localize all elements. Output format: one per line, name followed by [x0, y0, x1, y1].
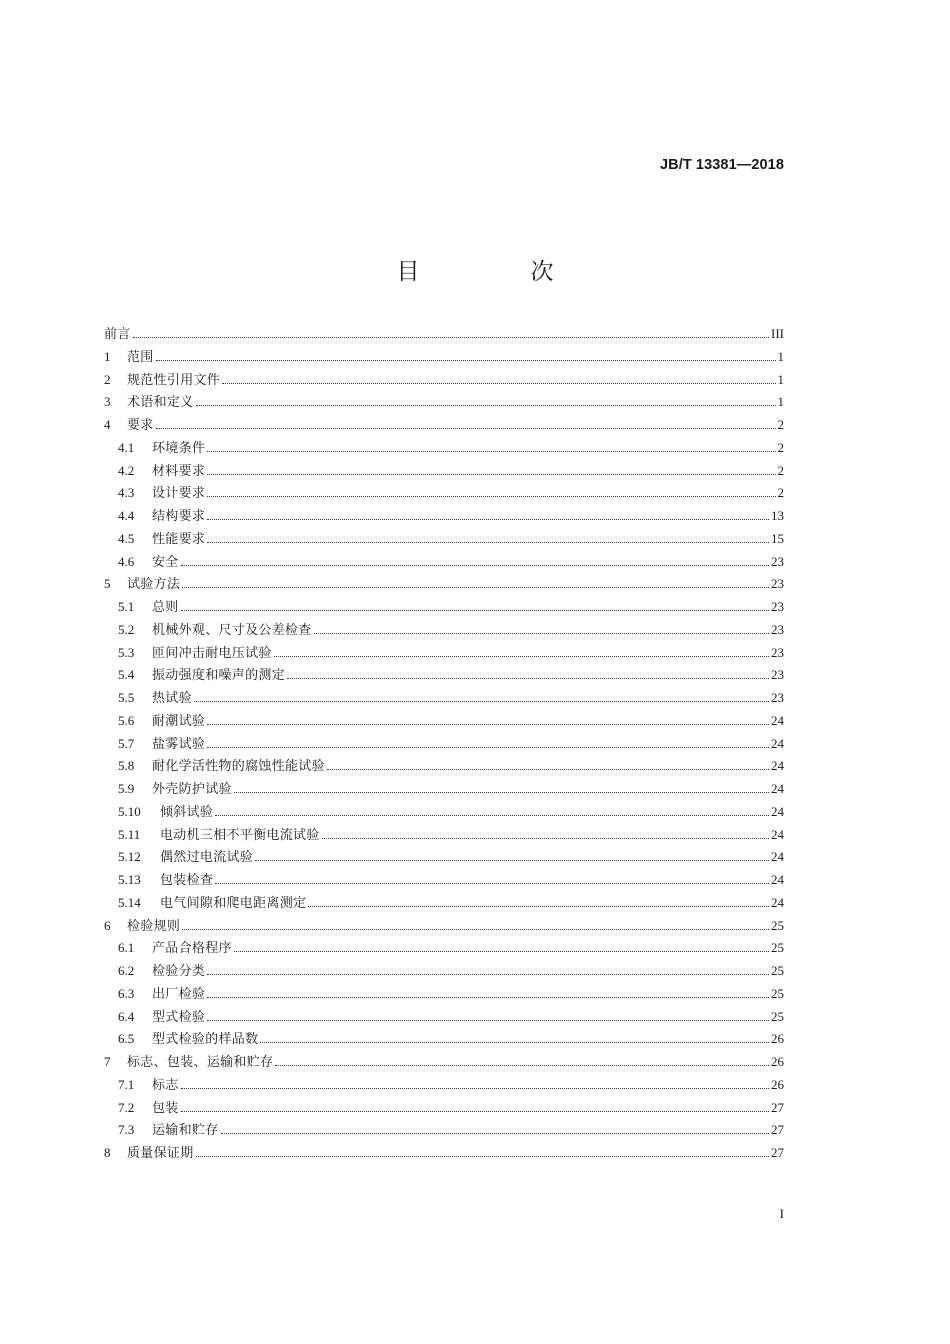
toc-entry-number: 7 — [104, 1054, 111, 1069]
toc-entry-label: 型式检验 — [152, 1009, 206, 1025]
toc-entry-page: 2 — [777, 439, 784, 455]
toc-entry-page: 24 — [771, 894, 784, 910]
toc-leader-dots — [182, 929, 769, 930]
toc-entry-number: 4.6 — [118, 553, 135, 569]
toc-entry[interactable] — [104, 710, 784, 733]
toc-leader-dots — [221, 1133, 769, 1134]
toc-entry-page: 27 — [771, 1122, 784, 1138]
toc-leader-dots — [322, 838, 769, 839]
toc-entry-page: 23 — [771, 553, 784, 569]
toc-entry-label: 耐化学活性物的腐蚀性能试验 — [152, 759, 325, 775]
toc-entry-label: 前言 — [104, 327, 131, 342]
toc-leader-dots — [275, 1065, 769, 1066]
toc-entry[interactable] — [104, 505, 784, 528]
document-number: JB/T 13381—2018 — [659, 157, 784, 173]
toc-entry-label: 要求 — [127, 418, 154, 433]
toc-entry[interactable] — [104, 460, 784, 483]
toc-entry-number: 5.8 — [118, 758, 135, 774]
toc-entry[interactable] — [104, 323, 784, 346]
toc-leader-dots — [234, 951, 769, 952]
toc-entry[interactable] — [104, 596, 784, 619]
toc-entry-number: 6.5 — [118, 1031, 135, 1047]
toc-entry-label: 热试验 — [152, 691, 192, 706]
toc-entry-label: 电气间隙和爬电距离测定 — [160, 895, 307, 911]
page-number: I — [779, 1206, 784, 1221]
toc-leader-dots — [207, 747, 769, 748]
toc-entry-number: 5.1 — [118, 599, 135, 614]
toc-leader-dots — [260, 1042, 769, 1043]
toc-entry-number: 5.7 — [118, 735, 135, 751]
toc-entry-page: 2 — [777, 462, 784, 478]
toc-entry[interactable] — [104, 369, 784, 392]
table-of-contents — [104, 323, 784, 1165]
toc-entry-page: 2 — [777, 485, 784, 501]
toc-leader-dots — [308, 906, 769, 907]
toc-leader-dots — [207, 496, 775, 497]
toc-entry-number: 7.2 — [118, 1099, 135, 1115]
toc-entry-label: 产品合格程序 — [152, 941, 232, 957]
toc-entry-number: 7.1 — [118, 1076, 135, 1092]
toc-entry-page: 23 — [771, 621, 784, 637]
toc-entry-label: 标志、包装、运输和贮存 — [127, 1055, 274, 1070]
toc-entry-number: 6.1 — [118, 940, 135, 956]
toc-entry-label: 耐潮试验 — [152, 713, 206, 729]
toc-entry-label: 包装 — [152, 1100, 179, 1116]
toc-leader-dots — [222, 383, 775, 384]
toc-leader-dots — [182, 587, 769, 588]
toc-leader-dots — [215, 815, 769, 816]
toc-entry-page: 2 — [777, 417, 784, 432]
toc-entry[interactable] — [104, 482, 784, 505]
toc-entry-label: 设计要求 — [152, 486, 206, 502]
toc-entry-label: 电动机三相不平衡电流试验 — [160, 827, 320, 843]
toc-entry-page: 26 — [771, 1076, 784, 1092]
toc-entry-page: 13 — [771, 508, 784, 523]
toc-entry-number: 5.13 — [118, 872, 141, 887]
toc-entry-page: III — [771, 326, 784, 341]
toc-leader-dots — [207, 542, 769, 543]
toc-leader-dots — [181, 1088, 769, 1089]
toc-entry-label: 术语和定义 — [127, 395, 194, 411]
toc-entry-page: 24 — [771, 781, 784, 796]
toc-entry-label: 盐雾试验 — [152, 736, 206, 752]
toc-leader-dots — [207, 974, 769, 975]
toc-entry-page: 26 — [771, 1031, 784, 1047]
toc-leader-dots — [274, 656, 769, 657]
toc-entry[interactable] — [104, 733, 784, 756]
toc-entry-page: 25 — [771, 940, 784, 956]
toc-entry[interactable] — [104, 1097, 784, 1120]
toc-leader-dots — [314, 633, 769, 634]
toc-entry-number: 4 — [104, 417, 111, 432]
toc-entry-page: 24 — [771, 849, 784, 865]
toc-entry-label: 包装检查 — [160, 873, 214, 888]
toc-entry[interactable] — [104, 551, 784, 574]
toc-leader-dots — [194, 701, 769, 702]
toc-entry-number: 8 — [104, 1145, 111, 1160]
toc-entry-page: 25 — [771, 985, 784, 1001]
toc-leader-dots — [196, 1156, 769, 1157]
toc-entry-number: 4.4 — [118, 508, 135, 523]
toc-entry-number: 2 — [104, 371, 111, 387]
toc-entry-label: 安全 — [152, 554, 179, 570]
toc-entry-number: 6.4 — [118, 1008, 135, 1024]
toc-entry-number: 4.2 — [118, 462, 135, 478]
toc-entry[interactable] — [104, 892, 784, 915]
toc-entry[interactable] — [104, 801, 784, 824]
toc-entry[interactable] — [104, 1119, 784, 1142]
toc-entry[interactable] — [104, 664, 784, 687]
toc-leader-dots — [156, 428, 776, 429]
toc-entry-number: 6.2 — [118, 963, 135, 978]
toc-entry-label: 规范性引用文件 — [127, 372, 221, 388]
toc-leader-dots — [207, 519, 769, 520]
toc-entry-number: 5.10 — [118, 803, 141, 819]
toc-entry-number: 5.11 — [118, 826, 141, 842]
toc-leader-dots — [207, 451, 775, 452]
toc-entry-label: 检验规则 — [127, 918, 181, 934]
toc-entry-number: 4.3 — [118, 485, 135, 501]
toc-entry[interactable] — [104, 1051, 784, 1074]
toc-entry-number: 6 — [104, 917, 111, 933]
toc-entry-page: 25 — [771, 1008, 784, 1024]
toc-entry[interactable] — [104, 642, 784, 665]
toc-entry-number: 5.9 — [118, 781, 135, 796]
toc-entry[interactable] — [104, 1074, 784, 1097]
toc-entry-number: 3 — [104, 394, 111, 410]
toc-entry-page: 24 — [771, 826, 784, 842]
toc-entry-label: 范围 — [127, 349, 154, 365]
toc-entry-page: 24 — [771, 872, 784, 887]
toc-entry-label: 试验方法 — [127, 577, 181, 593]
toc-entry-number: 4.5 — [118, 530, 135, 546]
toc-leader-dots — [207, 997, 769, 998]
toc-entry-page: 25 — [771, 963, 784, 978]
toc-entry-page: 1 — [777, 348, 784, 364]
toc-entry-page: 25 — [771, 917, 784, 933]
toc-entry-label: 总则 — [152, 600, 179, 615]
toc-leader-dots — [133, 337, 769, 338]
toc-entry-label: 偶然过电流试验 — [160, 850, 254, 866]
toc-entry[interactable] — [104, 983, 784, 1006]
toc-entry-number: 5.5 — [118, 690, 135, 705]
toc-entry-page: 24 — [771, 758, 784, 774]
toc-entry[interactable] — [104, 1142, 784, 1165]
toc-entry[interactable] — [104, 1006, 784, 1029]
toc-entry-page: 23 — [771, 576, 784, 592]
toc-leader-dots — [207, 1020, 769, 1021]
toc-entry[interactable] — [104, 960, 784, 983]
toc-entry-page: 27 — [771, 1099, 784, 1115]
toc-entry[interactable] — [104, 619, 784, 642]
toc-entry-page: 26 — [771, 1054, 784, 1069]
toc-entry-page: 1 — [777, 394, 784, 410]
toc-entry-number: 5.2 — [118, 621, 135, 637]
toc-entry-label: 标志 — [152, 1077, 179, 1093]
toc-entry-number: 5.6 — [118, 712, 135, 728]
toc-entry-label: 型式检验的样品数 — [152, 1032, 259, 1048]
toc-entry[interactable] — [104, 391, 784, 414]
toc-entry-label: 出厂检验 — [152, 986, 206, 1002]
toc-leader-dots — [181, 610, 769, 611]
toc-leader-dots — [207, 724, 769, 725]
toc-entry-number: 6.3 — [118, 985, 135, 1001]
toc-entry-number: 5 — [104, 576, 111, 592]
toc-entry[interactable] — [104, 414, 784, 437]
toc-entry-label: 运输和贮存 — [152, 1123, 219, 1139]
toc-entry-number: 1 — [104, 348, 111, 364]
toc-entry-label: 匝间冲击耐电压试验 — [152, 645, 272, 661]
toc-entry-label: 检验分类 — [152, 964, 206, 979]
toc-entry[interactable] — [104, 846, 784, 869]
toc-entry-page: 15 — [771, 530, 784, 546]
toc-leader-dots — [196, 405, 776, 406]
toc-leader-dots — [287, 678, 769, 679]
toc-entry-page: 23 — [771, 690, 784, 705]
toc-entry-label: 材料要求 — [152, 463, 206, 479]
toc-leader-dots — [181, 565, 769, 566]
toc-entry[interactable] — [104, 528, 784, 551]
toc-entry-label: 环境条件 — [152, 440, 206, 456]
toc-entry-label: 倾斜试验 — [160, 804, 214, 820]
toc-entry-label: 性能要求 — [152, 531, 206, 547]
toc-entry-label: 振动强度和噪声的测定 — [152, 668, 286, 684]
toc-entry-number: 5.4 — [118, 667, 135, 683]
toc-entry-number: 5.3 — [118, 644, 135, 660]
toc-entry[interactable] — [104, 1028, 784, 1051]
toc-entry-label: 质量保证期 — [127, 1146, 194, 1161]
toc-entry-number: 4.1 — [118, 439, 135, 455]
toc-entry-page: 24 — [771, 803, 784, 819]
page-title: 目 次 — [396, 259, 598, 285]
toc-entry[interactable] — [104, 937, 784, 960]
toc-entry-page: 23 — [771, 644, 784, 660]
toc-entry[interactable] — [104, 437, 784, 460]
toc-entry-page: 1 — [777, 371, 784, 387]
toc-leader-dots — [156, 360, 776, 361]
toc-entry-page: 24 — [771, 712, 784, 728]
toc-entry-page: 24 — [771, 735, 784, 751]
toc-entry-number: 5.14 — [118, 894, 141, 910]
toc-entry[interactable] — [104, 755, 784, 778]
toc-leader-dots — [234, 792, 769, 793]
toc-entry[interactable] — [104, 778, 784, 801]
toc-leader-dots — [327, 769, 769, 770]
toc-entry-number: 7.3 — [118, 1122, 135, 1138]
toc-entry-label: 结构要求 — [152, 509, 206, 524]
toc-entry[interactable] — [104, 824, 784, 847]
toc-leader-dots — [215, 883, 769, 884]
toc-leader-dots — [207, 474, 775, 475]
toc-entry[interactable] — [104, 915, 784, 938]
toc-entry-label: 外壳防护试验 — [152, 782, 232, 797]
toc-entry-label: 机械外观、尺寸及公差检查 — [152, 622, 312, 638]
toc-entry[interactable] — [104, 869, 784, 892]
toc-entry-page: 23 — [771, 599, 784, 614]
toc-entry-number: 5.12 — [118, 849, 141, 865]
toc-entry[interactable] — [104, 573, 784, 596]
toc-leader-dots — [255, 860, 769, 861]
toc-entry[interactable] — [104, 687, 784, 710]
toc-entry-page: 23 — [771, 667, 784, 683]
toc-leader-dots — [181, 1111, 769, 1112]
toc-entry-page: 27 — [771, 1145, 784, 1160]
toc-entry[interactable] — [104, 346, 784, 369]
